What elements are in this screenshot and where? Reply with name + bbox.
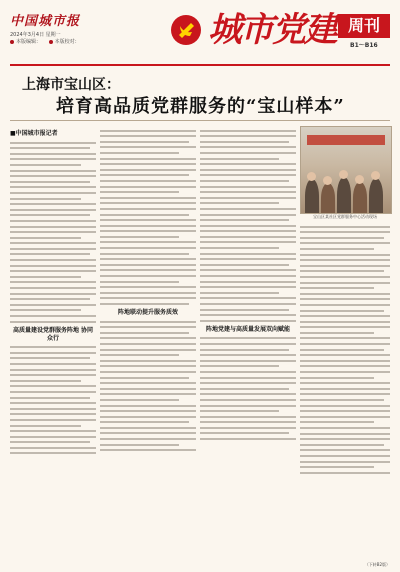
article-author: ■中国城市报记者 [10, 130, 58, 137]
subhead-1: 高质量建设党群服务阵地 协同众行 [12, 326, 94, 342]
thin-divider [10, 120, 390, 121]
article-column-4 [300, 222, 390, 558]
section-title: 城市党建 [208, 10, 336, 50]
page-range: B1～B16 [350, 42, 378, 49]
newspaper-masthead: 中国城市报 [10, 14, 81, 29]
masthead-header [0, 0, 400, 66]
article-photo [300, 126, 392, 214]
photo-banner [307, 135, 385, 145]
subhead-3: 阵地党建与高质量发展双向赋能 [205, 325, 290, 333]
article-column-3 [200, 126, 296, 562]
article-column-1 [10, 126, 96, 562]
editor-label: 本版编辑： [16, 39, 42, 45]
headline-main: 培育高品质党群服务的“宝山样本” [56, 96, 345, 117]
headline-location: 上海市宝山区： [22, 77, 120, 93]
weekly-badge: 周刊 [338, 14, 390, 38]
article-column-2 [100, 126, 196, 562]
issue-meta [10, 32, 86, 46]
bullet-icon [49, 40, 53, 44]
subhead-2: 阵地联动提升服务质效 [117, 309, 178, 316]
photo-caption: 宝山区某社区党群服务中心活动现场 [313, 214, 377, 219]
bullet-icon [10, 40, 14, 44]
continued-note: （下转B2版） [364, 562, 390, 567]
red-divider [10, 64, 390, 66]
issue-date: 2024年3月4日 星期一 [10, 32, 61, 38]
party-emblem-icon [170, 14, 202, 46]
review-label: 本版校对： [54, 39, 80, 45]
